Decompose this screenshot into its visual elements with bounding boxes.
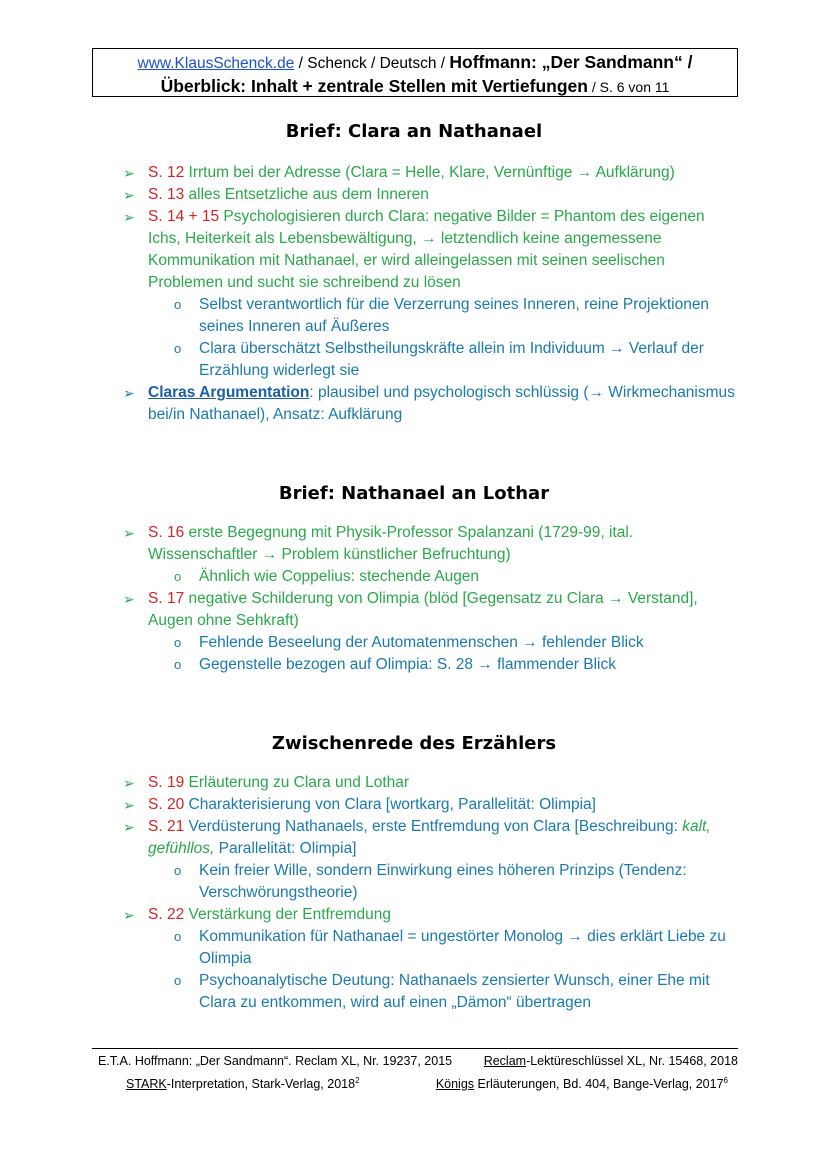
arrow-bullet-icon: ➢ — [123, 907, 135, 923]
arrow-bullet-icon: ➢ — [123, 385, 135, 401]
section-erzaehler — [0, 772, 828, 1014]
item-text: Erläuterung zu Clara und Lothar — [184, 774, 410, 791]
circle-bullet-icon: o — [174, 569, 182, 584]
circle-bullet-icon: o — [174, 635, 182, 650]
list-item — [0, 816, 828, 860]
item-text: alles Entsetzliche aus dem Inneren — [184, 186, 429, 203]
sub-item — [0, 926, 828, 970]
arrow-bullet-icon: ➢ — [123, 525, 135, 541]
item-italic: kalt, gefühllos, — [148, 818, 711, 857]
argumentation-link[interactable]: Claras Argumentation — [148, 384, 310, 401]
item-text: Parallelität: Olimpia] — [214, 840, 357, 857]
list-item — [0, 904, 828, 926]
sub-item — [0, 566, 828, 588]
sub-text: Kommunikation für Nathanael = ungestörter Monolog → dies erklärt Liebe zu Olimpia — [199, 928, 726, 967]
circle-bullet-icon: o — [174, 341, 182, 356]
list-item — [0, 184, 828, 206]
list-item — [0, 772, 828, 794]
header-path: / Schenck / Deutsch / — [294, 55, 450, 72]
footer-koenigs-text: Erläuterungen, Bd. 404, Bange-Verlag, 2017 — [474, 1077, 724, 1092]
circle-bullet-icon: o — [174, 973, 182, 988]
sub-text: Kein freier Wille, sondern Einwirkung eines höheren Prinzips (Tendenz: Verschwörungstheorie) — [199, 862, 687, 901]
page-ref: S. 13 — [148, 186, 185, 203]
footer-koenigs-sup: 6 — [723, 1076, 728, 1085]
site-link[interactable]: www.KlausSchenck.de — [137, 55, 295, 72]
footer-koenigs-link[interactable]: Königs — [435, 1077, 475, 1092]
list-item — [0, 794, 828, 816]
page-ref: S. 16 — [148, 524, 185, 541]
item-text: Charakterisierung von Clara [wortkarg, Parallelität: Olimpia] — [184, 796, 596, 813]
circle-bullet-icon: o — [174, 863, 182, 878]
list-item — [0, 522, 828, 566]
header-title: Hoffmann: „Der Sandmann“ / — [449, 52, 693, 72]
sub-text: Gegenstelle bezogen auf Olimpia: S. 28 → flammender Blick — [199, 656, 616, 673]
sub-item — [0, 632, 828, 654]
sub-text: Selbst verantwortlich für die Verzerrung seines Inneren, reine Projektionen seines Inneren auf Äußeres — [199, 296, 710, 335]
item-text: erste Begegnung mit Physik-Professor Spalanzani (1729-99, ital. Wissenschaftler → Problem künstlicher Befruchtung) — [148, 524, 634, 563]
sub-item — [0, 338, 828, 382]
arrow-bullet-icon: ➢ — [123, 775, 135, 791]
page-ref: S. 20 — [148, 796, 185, 813]
sub-item — [0, 654, 828, 676]
arrow-bullet-icon: ➢ — [123, 209, 135, 225]
page-ref: S. 17 — [148, 590, 185, 607]
footer-stark — [126, 1072, 360, 1093]
header-subtitle: Überblick: Inhalt + zentrale Stellen mit Vertiefungen — [160, 76, 588, 96]
arrow-bullet-icon: ➢ — [123, 819, 135, 835]
section-title: Brief: Clara an Nathanael — [285, 121, 543, 142]
circle-bullet-icon: o — [174, 297, 182, 312]
arrow-bullet-icon: ➢ — [123, 591, 135, 607]
page-ref: S. 22 — [148, 906, 185, 923]
sub-text: Fehlende Beseelung der Automatenmenschen → fehlender Blick — [199, 634, 644, 651]
footer-reclam-xl: E.T.A. Hoffmann: „Der Sandmann“. Reclam XL, Nr. 19237, 2015 — [98, 1054, 453, 1068]
footer-reclam-ls — [484, 1053, 738, 1070]
page-ref: S. 21 — [148, 818, 185, 835]
circle-bullet-icon: o — [174, 929, 182, 944]
page-header — [92, 48, 738, 97]
arrow-bullet-icon: ➢ — [123, 165, 135, 181]
item-text: : plausibel und psychologisch schlüssig (→ Wirkmechanismus bei/in Nathanael), Ansatz: Aufklärung — [148, 384, 735, 423]
sub-text: Ähnlich wie Coppelius: stechende Augen — [199, 568, 480, 585]
footer-reclam-link[interactable]: Reclam — [483, 1054, 527, 1068]
list-item — [0, 382, 828, 426]
header-page: / S. 6 von 11 — [587, 79, 670, 95]
section-title: Zwischenrede des Erzählers — [271, 733, 557, 754]
footer-koenigs — [436, 1072, 728, 1093]
item-text: Verdüsterung Nathanaels, erste Entfremdung von Clara [Beschreibung: — [184, 818, 683, 835]
page-ref: S. 12 — [148, 164, 185, 181]
item-text: negative Schilderung von Olimpia (blöd [Gegensatz zu Clara → Verstand], Augen ohne Sehkraft) — [148, 590, 698, 629]
circle-bullet-icon: o — [174, 657, 182, 672]
section-clara — [0, 162, 828, 426]
sub-text: Psychoanalytische Deutung: Nathanaels zensierter Wunsch, einer Ehe mit Clara zu entkommen, wird auf einen „Dämon“ übertragen — [199, 972, 710, 1011]
arrow-bullet-icon: ➢ — [123, 187, 135, 203]
sub-text: Clara überschätzt Selbstheilungskräfte allein im Individuum → Verlauf der Erzählung widerlegt sie — [199, 340, 704, 379]
list-item — [0, 588, 828, 632]
footer-reclam-text: -Lektüreschlüssel XL, Nr. 15468, 2018 — [526, 1054, 738, 1068]
list-item — [0, 162, 828, 184]
item-text: Irrtum bei der Adresse (Clara = Helle, Klare, Vernünftige → Aufklärung) — [184, 164, 675, 181]
item-text: Psychologisieren durch Clara: negative Bilder = Phantom des eigenen Ichs, Heiterkeit als Lebensbewältigung, → letztendlich keine angemessene Kommunikation mit Nathanael, er wird alleingelassen mit seinen seelischen Problemen und sucht sie schreibend zu lösen — [148, 208, 705, 291]
footer-stark-text: -Interpretation, Stark-Verlag, 2018 — [166, 1077, 356, 1092]
page-ref: S. 14 + 15 — [148, 208, 220, 225]
sub-item — [0, 294, 828, 338]
footer-stark-link[interactable]: STARK — [126, 1077, 167, 1092]
sub-item — [0, 970, 828, 1014]
list-item — [0, 206, 828, 294]
section-nathanael — [0, 522, 828, 676]
section-title: Brief: Nathanael an Lothar — [278, 483, 550, 504]
footer-stark-sup: 2 — [355, 1076, 360, 1085]
item-text: Verstärkung der Entfremdung — [184, 906, 391, 923]
arrow-bullet-icon: ➢ — [123, 797, 135, 813]
sub-item — [0, 860, 828, 904]
page-ref: S. 19 — [148, 774, 185, 791]
footer-divider — [92, 1048, 738, 1049]
